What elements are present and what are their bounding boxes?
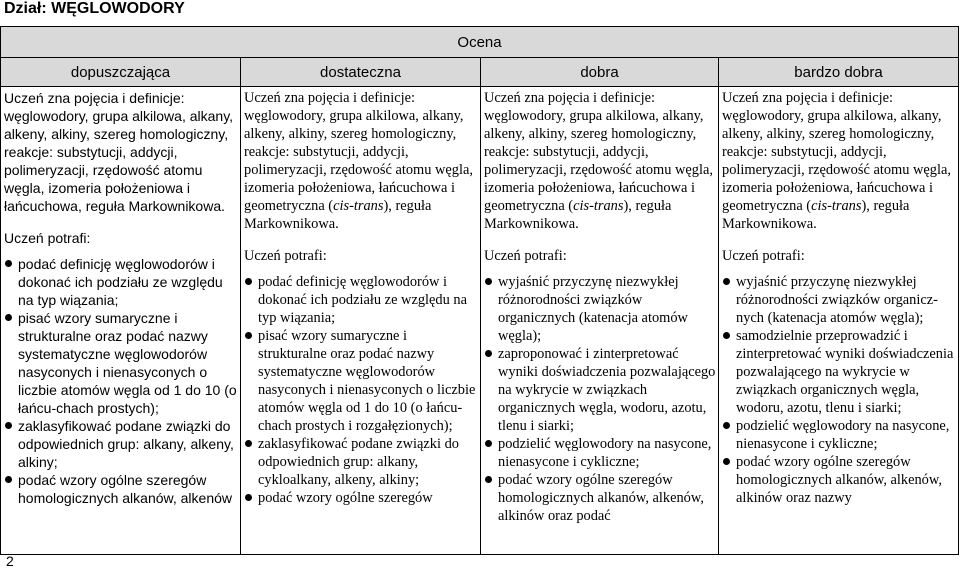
skills-list xyxy=(4,255,238,507)
grade-level-header xyxy=(241,58,481,87)
list-item: podać wzory ogólne szeregów homologicznych alkanów, alkenów, alkinów oraz nazwy xyxy=(722,453,956,507)
list-item: pisać wzory sumaryczne i strukturalne oraz podać nazwy systematyczne węglowodorów nasyconych i nienasyconych o liczbie atomów węgla od 1 do 10 (o łańcu-chach prostych); xyxy=(4,309,238,417)
page-title: Dział: WĘGLOWODORY xyxy=(4,0,185,17)
grade-level-header xyxy=(719,58,959,87)
list-item: podać definicję węglowodorów i dokonać ich podziału ze względu na typ wiązania; xyxy=(244,273,478,327)
grade-level-dobra: dobra xyxy=(580,63,619,81)
potrafi-heading: Uczeń potrafi: xyxy=(484,248,567,264)
skills-list xyxy=(484,273,716,525)
list-item: podać wzory ogólne szeregów xyxy=(244,489,478,507)
skills-list xyxy=(722,273,956,507)
definitions-text xyxy=(722,89,956,233)
definitions-italic: cis-trans xyxy=(333,198,384,214)
table-header-cell xyxy=(1,27,959,58)
list-item: pisać wzory sumaryczne i strukturalne oraz podać nazwy systematyczne węglowodorów nasyconych i nienasyconych o liczbie atomów węgla od 1 do 10 (o łańcu-chach prostych i rozgałęzionych); xyxy=(244,327,478,435)
potrafi-heading: Uczeń potrafi: xyxy=(4,230,91,246)
list-item: wyjaśnić przyczynę niezwykłej różnorodności związków organicznych (katenacja atomów węgla); xyxy=(484,273,716,345)
grading-table xyxy=(0,26,959,555)
list-item: podzielić węglowodory na nasycone, nienasycone i cykliczne; xyxy=(722,417,956,453)
list-item: zaklasyfikować podane związki do odpowiednich grup: alkany, alkeny, alkiny; xyxy=(4,417,238,471)
requirements-cell-dobra xyxy=(481,87,719,555)
definitions-italic: cis-trans xyxy=(811,198,862,214)
definitions-part: ), reguła Markownikowa. xyxy=(244,198,432,232)
definitions-text: Uczeń zna pojęcia i definicje: węglowodory, grupa alkilowa, alkany, alkeny, alkiny, szereg homologiczny, reakcje: substytucji, addycji, polimeryzacji, rzędowość atomu węgla, izomeria położeniowa i łańcuchowa, reguła Markownikowa. xyxy=(4,90,234,214)
definitions-part: ), reguła Markownikowa. xyxy=(484,198,672,232)
table-header-ocena: Ocena xyxy=(457,33,502,51)
list-item: podać wzory ogólne szeregów homologicznych alkanów, alkenów xyxy=(4,471,238,507)
definitions-part: Uczeń zna pojęcia i definicje: węglowodory, grupa alkilowa, alkany, alkeny, alkiny, szereg homologiczny, reakcje: substytucji, addycji, polimeryzacji, rzędowość atomu węgla, izomeria położeniowa, łańcuchowa i geometryczna ( xyxy=(244,90,473,214)
requirements-cell-bardzo-dobra xyxy=(719,87,959,555)
list-item: samodzielnie przeprowadzić i zinterpretować wyniki doświadczenia pozwalającego na wykrycie w związkach organicznych węgla, wodoru, azotu, tlenu i siarki; xyxy=(722,327,956,417)
definitions-italic: cis-trans xyxy=(573,198,624,214)
list-item: wyjaśnić przyczynę niezwykłej różnorodności związków organicz-nych (katenacja atomów węgla); xyxy=(722,273,956,327)
page-number: 2 xyxy=(6,553,14,569)
definitions-part: Uczeń zna pojęcia i definicje: węglowodory, grupa alkilowa, alkany, alkeny, alkiny, szereg homologiczny, reakcje: substytucji, addycji, polimeryzacji, rzędowość atomu węgla, izomeria położeniowa, łańcuchowa i geometryczna ( xyxy=(722,90,951,214)
definitions-text xyxy=(484,89,716,233)
list-item: podzielić węglowodory na nasycone, nienasycone i cykliczne; xyxy=(484,435,716,471)
requirements-cell-dostateczna xyxy=(241,87,481,555)
grade-level-header xyxy=(481,58,719,87)
grade-level-dopuszczajaca: dopuszczająca xyxy=(70,63,171,81)
potrafi-heading: Uczeń potrafi: xyxy=(722,248,805,264)
grade-level-bardzo-dobra: bardzo dobra xyxy=(794,63,883,81)
list-item: podać wzory ogólne szeregów homologicznych alkanów, alkenów, alkinów oraz podać xyxy=(484,471,716,525)
definitions-part: Uczeń zna pojęcia i definicje: węglowodory, grupa alkilowa, alkany, alkeny, alkiny, szereg homologiczny, reakcje: substytucji, addycji, polimeryzacji, rzędowość atomu węgla, izomeria położeniowa, łańcuchowa i geometryczna ( xyxy=(484,90,713,214)
potrafi-heading: Uczeń potrafi: xyxy=(244,248,327,264)
definitions-part: ), reguła Markownikowa. xyxy=(722,198,910,232)
skills-list xyxy=(244,273,478,507)
requirements-cell-dopuszczajaca xyxy=(1,87,241,555)
list-item: zaklasyfikować podane związki do odpowiednich grup: alkany, cykloalkany, alkeny, alkiny; xyxy=(244,435,478,489)
list-item: podać definicję węglowodorów i dokonać ich podziału ze względu na typ wiązania; xyxy=(4,255,238,309)
list-item: zaproponować i zinterpretować wyniki doświadczenia pozwalającego na wykrycie w związkach organicznych węgla, wodoru, azotu, tlenu i siarki; xyxy=(484,345,716,435)
definitions-text xyxy=(244,89,478,233)
grade-level-header xyxy=(1,58,241,87)
grade-level-dostateczna: dostateczna xyxy=(320,63,401,81)
